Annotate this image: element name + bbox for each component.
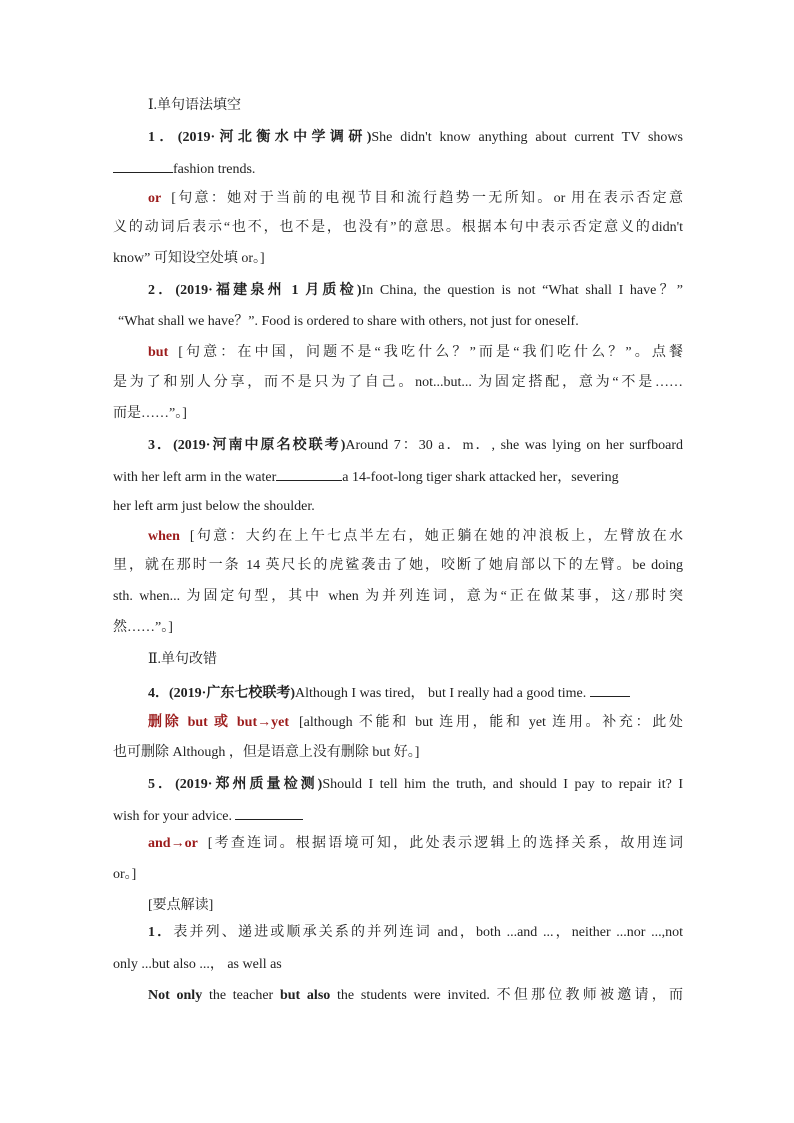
explanation-line: sth. when... 为固定句型，其中 when 为并列连词，意为“正在做某事，这/那时突 [113, 589, 683, 604]
section-heading-2: Ⅱ.单句改错 [148, 652, 218, 667]
question-text: Although I was tired， but I really had a good time. [295, 686, 587, 701]
question-source: (2019·郑州质量检测) [175, 777, 323, 792]
question-text: In China, the question is not “What shall I have？” [361, 283, 683, 298]
question-number: 5． [148, 777, 176, 792]
question-source: (2019·河北衡水中学调研) [177, 130, 372, 145]
question-number: 3． [148, 438, 174, 453]
answer-key: 删除 but 或 but→yet [148, 715, 289, 730]
answer-3 [148, 527, 683, 547]
explanation-line: 义的动词后表示“也不，也不是，也没有”的意思。根据本句中表示否定意义的didn't [113, 220, 683, 235]
answer-key: and→or [148, 836, 198, 851]
question-1 [148, 128, 683, 148]
answer-key: but [148, 345, 169, 360]
question-3-continued: with her left arm in the water a 14-foot-long tiger shark attacked her，severing [113, 466, 683, 488]
question-source: (2019·广东七校联考) [169, 686, 295, 701]
answer-blank[interactable] [113, 158, 173, 173]
answer-key: or [148, 191, 162, 206]
question-5-continued: wish for your advice. [113, 805, 683, 827]
question-number: 1． [148, 130, 178, 145]
answer-blank[interactable] [276, 466, 342, 481]
question-text: She didn't know anything about current TV shows [371, 130, 683, 145]
question-number: 4． [148, 686, 169, 701]
example-sentence: Not only the teacher but also the students were invited. 不但那位教师被邀请，而 [148, 988, 683, 1003]
explanation-line: or。] [113, 867, 137, 882]
question-source: (2019·河南中原名校联考) [173, 438, 346, 453]
question-number: 2． [148, 283, 176, 298]
keypoint-1-continued: only ...but also ...， as well as [113, 957, 282, 972]
answer-1 [148, 189, 683, 209]
keypoint-1: 1．表并列、递进或顺承关系的并列连词 and，both ...and ...，neither ...nor ...,not [148, 925, 683, 940]
explanation: [although 不能和 but 连用，能和 yet 连用。补充：此处 [299, 715, 683, 730]
question-1-continued: fashion trends. [113, 158, 683, 180]
question-5 [148, 775, 683, 795]
question-3 [148, 436, 683, 456]
answer-5 [148, 834, 683, 854]
explanation-line: 是为了和别人分享，而不是只为了自己。not...but... 为固定搭配，意为“不是…… [113, 375, 683, 390]
explanation: [句意：在中国，问题不是“我吃什么？”而是“我们吃什么？”。点餐 [178, 345, 683, 360]
question-2 [148, 281, 683, 301]
answer-blank[interactable] [235, 805, 303, 820]
answer-4 [148, 713, 683, 733]
answer-blank[interactable] [590, 682, 630, 697]
point-number: 1． [148, 925, 174, 940]
explanation: [考查连词。根据语境可知，此处表示逻辑上的选择关系，故用连词 [207, 836, 683, 851]
answer-2 [148, 343, 683, 363]
keypoints-heading: [要点解读] [148, 898, 214, 913]
question-4 [148, 682, 683, 704]
explanation-line: 也可删除 Although ，但是语意上没有删除 but 好。] [113, 745, 420, 760]
explanation-line: know” 可知设空处填 or。] [113, 251, 265, 266]
explanation: [句意：大约在上午七点半左右，她正躺在她的冲浪板上，左臂放在水 [189, 529, 683, 544]
explanation: [句意：她对于当前的电视节目和流行趋势一无所知。or 用在表示否定意 [171, 191, 683, 206]
question-2-continued: “What shall we have？”. Food is ordered to share with others, not just for oneself. [118, 314, 579, 329]
explanation-line: 里，就在那时一条 14 英尺长的虎鲨袭击了她，咬断了她肩部以下的左臂。be doing [113, 558, 683, 573]
answer-key: when [148, 529, 180, 544]
explanation-line: 而是……”。] [113, 406, 187, 421]
question-text: Should I tell him the truth, and should I pay to repair it? I [322, 777, 683, 792]
question-source: (2019·福建泉州 1 月质检) [175, 283, 362, 298]
section-heading-1: Ⅰ.单句语法填空 [148, 98, 242, 113]
question-text: Around 7：30 a．m．, she was lying on her surfboard [345, 438, 683, 453]
question-3-continued: her left arm just below the shoulder. [113, 499, 315, 514]
explanation-line: 然……”。] [113, 620, 173, 635]
